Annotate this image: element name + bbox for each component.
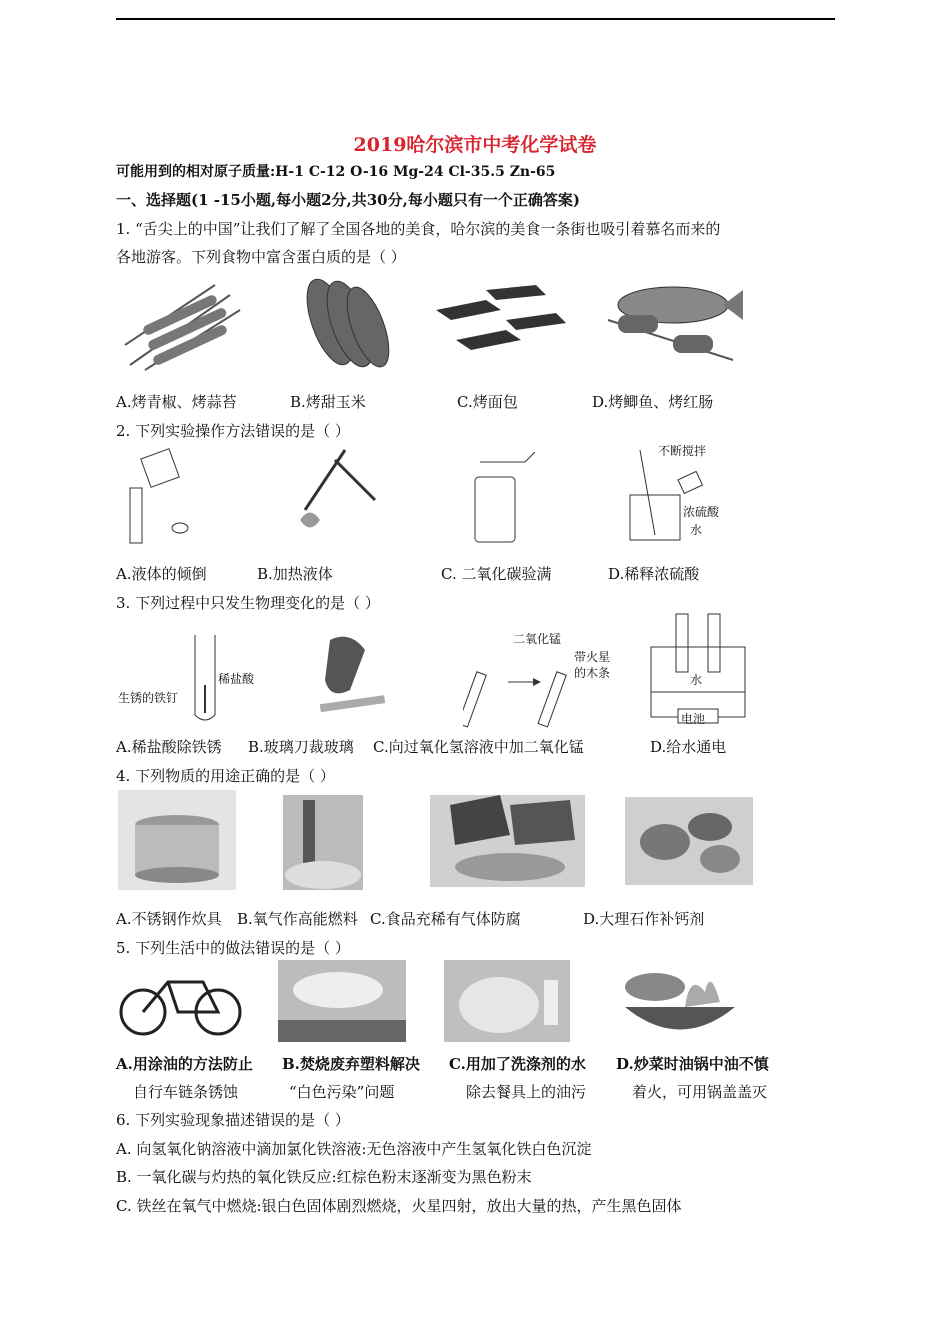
q5-option-d-line2: 着火，可用锅盖盖灭 — [632, 1083, 768, 1101]
image-pressure-cooker — [118, 790, 236, 890]
q1-option-b: B.烤甜玉米 — [290, 393, 366, 411]
image-rocket-launch — [283, 795, 363, 890]
q1-stem-1: 1. “舌尖上的中国”让我们了解了全国各地的美食，哈尔滨的美食一条街也吸引着慕名而来的 — [116, 220, 721, 238]
image-electrolysis — [648, 612, 748, 724]
q5-stem: 5. 下列生活中的做法错误的是（ ） — [116, 939, 350, 957]
label-splint-1: 带火星 — [574, 650, 611, 664]
image-mno2-experiment — [463, 632, 583, 732]
q4-stem: 4. 下列物质的用途正确的是（ ） — [116, 767, 335, 785]
image-corn — [290, 272, 400, 372]
q3-option-b: B.玻璃刀裁玻璃 — [248, 738, 354, 756]
q3-option-c: C.向过氧化氢溶液中加二氧化锰 — [373, 738, 584, 756]
image-wok-fire — [615, 962, 745, 1040]
page-title: 2019哈尔滨市中考化学试卷 — [353, 134, 597, 156]
image-marble — [625, 797, 753, 885]
q5-option-c-line2: 除去餐具上的油污 — [466, 1083, 587, 1101]
q2-option-b: B.加热液体 — [257, 565, 333, 583]
q4-option-b: B.氧气作高能燃料 — [237, 910, 358, 928]
q6-option-b: B. 一氧化碳与灼热的氧化铁反应:红棕色粉末逐渐变为黑色粉末 — [116, 1168, 532, 1186]
image-pouring-liquid — [125, 448, 200, 548]
label-water-electrolysis: 水 — [690, 673, 703, 687]
q1-option-c: C.烤面包 — [457, 393, 518, 411]
image-fish-sausage — [603, 275, 748, 370]
label-hcl: 稀盐酸 — [218, 672, 255, 686]
image-glass-cutter — [310, 630, 390, 720]
q3-stem: 3. 下列过程中只发生物理变化的是（ ） — [116, 594, 380, 612]
q5-option-d-line1: D.炒菜时油锅中油不慎 — [616, 1055, 769, 1073]
image-bicycle — [118, 962, 243, 1040]
label-stir: 不断搅拌 — [658, 444, 707, 458]
image-bread — [436, 285, 571, 355]
header-rule — [116, 18, 835, 20]
atomic-mass-line: 可能用到的相对原子质量:H-1 C-12 O-16 Mg-24 Cl-35.5 Zn-65 — [116, 164, 556, 180]
label-mno2: 二氧化锰 — [513, 632, 562, 646]
q6-option-c: C. 铁丝在氧气中燃烧:银白色固体剧烈燃烧，火星四射，放出大量的热，产生黑色固体 — [116, 1197, 682, 1215]
label-conc-acid: 浓硫酸 — [683, 505, 720, 519]
label-rusty-nail: 生锈的铁钉 — [118, 691, 179, 705]
q1-option-a: A.烤青椒、烤蒜苔 — [116, 393, 237, 411]
q5-option-b-line1: B.焚烧废弃塑料解决 — [282, 1055, 420, 1073]
image-heating-liquid — [290, 445, 380, 545]
q6-stem: 6. 下列实验现象描述错误的是（ ） — [116, 1111, 350, 1129]
q4-option-d: D.大理石作补钙剂 — [583, 910, 705, 928]
q2-stem: 2. 下列实验操作方法错误的是（ ） — [116, 422, 350, 440]
q5-option-c-line1: C.用加了洗涤剂的水 — [449, 1055, 586, 1073]
q4-option-c: C.食品充稀有气体防腐 — [370, 910, 521, 928]
q2-option-a: A.液体的倾倒 — [116, 565, 207, 583]
image-packaged-food — [430, 795, 585, 887]
q1-stem-2: 各地游客。下列食物中富含蛋白质的是（ ） — [116, 248, 406, 266]
q5-option-a-line2: 自行车链条锈蚀 — [133, 1083, 239, 1101]
image-co2-test — [470, 452, 540, 547]
label-water: 水 — [690, 523, 703, 537]
q5-option-b-line2: “白色污染”问题 — [289, 1083, 395, 1101]
label-battery: 电池 — [681, 712, 706, 726]
q4-option-a: A.不锈钢作炊具 — [116, 910, 222, 928]
image-rusty-nail-tube — [190, 635, 220, 725]
q3-option-d: D.给水通电 — [650, 738, 727, 756]
q3-option-a: A.稀盐酸除铁锈 — [116, 738, 222, 756]
q5-option-a-line1: A.用涂油的方法防止 — [116, 1055, 253, 1073]
q6-option-a: A. 向氢氧化钠溶液中滴加氯化铁溶液:无色溶液中产生氢氧化铁白色沉淀 — [116, 1140, 592, 1158]
image-burning-plastic — [278, 960, 406, 1042]
section-heading: 一、选择题(1 -15小题,每小题2分,共30分,每小题只有一个正确答案) — [116, 191, 580, 209]
q1-option-d: D.烤鲫鱼、烤红肠 — [592, 393, 714, 411]
label-splint-2: 的木条 — [574, 666, 611, 680]
q2-option-d: D.稀释浓硫酸 — [608, 565, 700, 583]
image-washing-dishes — [444, 960, 570, 1042]
image-skewers — [120, 275, 245, 375]
q2-option-c: C. 二氧化碳验满 — [441, 565, 552, 583]
